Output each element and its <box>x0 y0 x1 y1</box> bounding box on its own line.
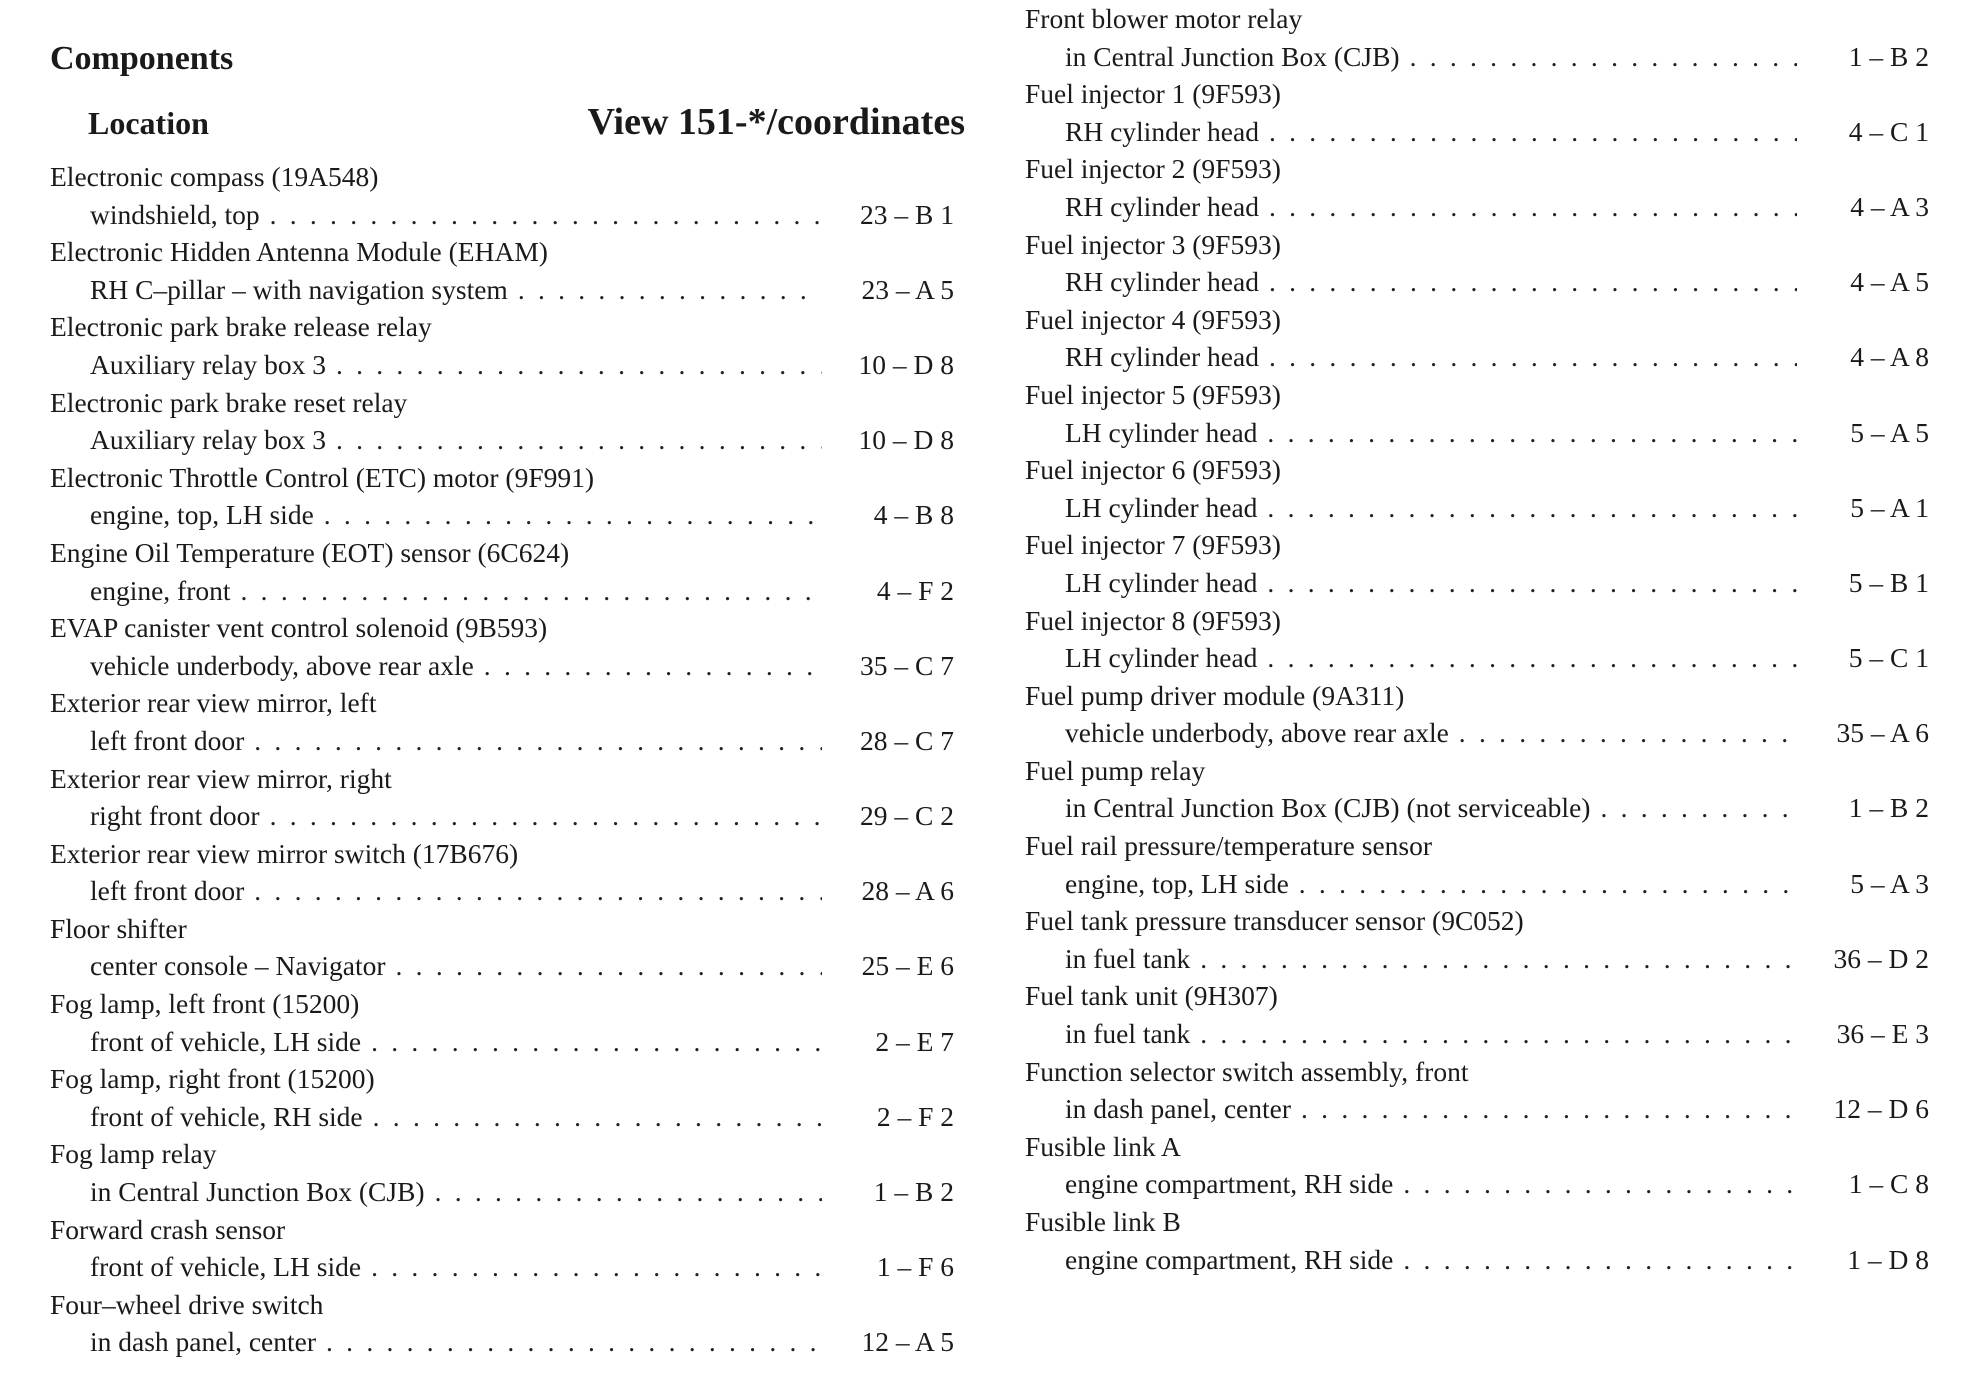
dot-leader <box>435 1173 822 1211</box>
component-name: Four–wheel drive switch <box>50 1288 324 1320</box>
component-location: LH cylinder head <box>1065 491 1258 523</box>
left-column <box>50 158 960 1361</box>
component-entry <box>1025 827 1935 902</box>
view-coordinates-heading: View 151-*/coordinates <box>587 101 965 143</box>
component-location: in fuel tank <box>1065 942 1191 974</box>
component-location: LH cylinder head <box>1065 416 1258 448</box>
component-location-line <box>50 271 960 309</box>
component-location: right front door <box>90 800 260 832</box>
component-location-line <box>1025 1165 1935 1203</box>
component-entry <box>1025 226 1935 301</box>
dot-leader <box>371 1248 822 1286</box>
component-coordinates: 5 – A 3 <box>1850 867 1929 899</box>
component-coordinates: 25 – E 6 <box>861 950 954 982</box>
component-entry <box>50 308 960 383</box>
component-location-line <box>50 1023 960 1061</box>
component-location-line <box>1025 489 1935 527</box>
component-name: Fusible link B <box>1025 1206 1181 1237</box>
dot-leader <box>1459 714 1797 752</box>
component-location-line <box>1025 1090 1935 1128</box>
component-location: front of vehicle, LH side <box>90 1251 362 1283</box>
component-location: in Central Junction Box (CJB) <box>90 1176 425 1208</box>
component-location-line <box>50 1173 960 1211</box>
component-location: engine compartment, RH side <box>1065 1168 1394 1200</box>
component-coordinates: 4 – A 5 <box>1850 266 1929 298</box>
component-location-line <box>50 647 960 685</box>
component-name: Exterior rear view mirror switch (17B676) <box>50 837 519 869</box>
component-name: Fog lamp, left front (15200) <box>50 988 360 1020</box>
dot-leader <box>1269 188 1797 226</box>
component-location: RH cylinder head <box>1065 115 1259 147</box>
component-location-line <box>50 947 960 985</box>
component-entry <box>50 1060 960 1135</box>
dot-leader <box>1403 1241 1797 1279</box>
component-location: left front door <box>90 875 245 907</box>
component-coordinates: 12 – A 5 <box>861 1326 954 1358</box>
component-location-line <box>1025 188 1935 226</box>
column-headings <box>50 100 965 144</box>
component-entry <box>1025 301 1935 376</box>
component-entry <box>50 1135 960 1210</box>
component-location-line <box>50 722 960 760</box>
component-location-line <box>50 572 960 610</box>
component-location-line <box>1025 564 1935 602</box>
component-name: Electronic compass (19A548) <box>50 161 379 192</box>
component-location: engine, top, LH side <box>1065 867 1289 899</box>
component-location: engine compartment, RH side <box>1065 1243 1394 1275</box>
component-location: vehicle underbody, above rear axle <box>1065 717 1449 749</box>
dot-leader <box>1267 489 1797 527</box>
component-coordinates: 36 – D 2 <box>1833 942 1929 974</box>
component-entry <box>50 910 960 985</box>
component-coordinates: 1 – C 8 <box>1848 1168 1929 1200</box>
component-coordinates: 2 – E 7 <box>875 1025 954 1057</box>
component-coordinates: 36 – E 3 <box>1836 1018 1929 1050</box>
component-coordinates: 2 – F 2 <box>876 1100 954 1132</box>
component-coordinates: 1 – D 8 <box>1847 1243 1929 1275</box>
dot-leader <box>396 947 822 985</box>
dot-leader <box>1267 564 1797 602</box>
component-location-line <box>50 872 960 910</box>
component-coordinates: 35 – C 7 <box>860 649 954 681</box>
component-entry <box>1025 75 1935 150</box>
dot-leader <box>518 271 822 309</box>
component-entry <box>1025 1053 1935 1128</box>
component-name: Function selector switch assembly, front <box>1025 1055 1469 1087</box>
component-name: Exterior rear view mirror, right <box>50 762 392 794</box>
component-coordinates: 23 – B 1 <box>860 198 954 230</box>
component-coordinates: 4 – C 1 <box>1848 115 1929 147</box>
component-coordinates: 5 – C 1 <box>1848 642 1929 674</box>
component-coordinates: 5 – A 5 <box>1850 416 1929 448</box>
component-coordinates: 4 – F 2 <box>876 574 954 606</box>
component-coordinates: 10 – D 8 <box>858 424 954 456</box>
component-location-line <box>50 1323 960 1361</box>
component-location-line <box>50 496 960 534</box>
component-coordinates: 4 – B 8 <box>873 499 954 531</box>
component-location-line <box>50 1098 960 1136</box>
component-coordinates: 1 – B 2 <box>1848 792 1929 824</box>
component-location: front of vehicle, RH side <box>90 1100 363 1132</box>
location-heading: Location <box>88 105 209 141</box>
component-location: in Central Junction Box (CJB) <box>1065 40 1400 72</box>
component-entry <box>1025 376 1935 451</box>
component-entry <box>50 985 960 1060</box>
component-location-line <box>50 196 960 234</box>
component-entry <box>1025 451 1935 526</box>
component-entry <box>50 609 960 684</box>
component-location-line <box>1025 639 1935 677</box>
component-entry <box>1025 977 1935 1052</box>
component-location: in fuel tank <box>1065 1018 1191 1050</box>
component-name: Exterior rear view mirror, left <box>50 687 377 719</box>
dot-leader <box>1200 940 1797 978</box>
component-name: Fusible link A <box>1025 1130 1181 1162</box>
component-location: left front door <box>90 724 245 756</box>
component-name: Forward crash sensor <box>50 1213 286 1245</box>
component-entry <box>1025 677 1935 752</box>
component-entry <box>1025 0 1935 75</box>
dot-leader <box>270 196 822 234</box>
component-location: RH cylinder head <box>1065 266 1259 298</box>
component-coordinates: 35 – A 6 <box>1836 717 1929 749</box>
component-entry <box>50 684 960 759</box>
dot-leader <box>326 1323 822 1361</box>
component-name: Fuel injector 2 (9F593) <box>1025 153 1281 185</box>
component-location: LH cylinder head <box>1065 642 1258 674</box>
dot-leader <box>371 1023 822 1061</box>
component-location: windshield, top <box>90 198 260 230</box>
component-coordinates: 5 – B 1 <box>1848 566 1929 598</box>
component-location-line <box>1025 865 1935 903</box>
component-location-line <box>1025 1015 1935 1053</box>
dot-leader <box>254 872 822 910</box>
dot-leader <box>1299 865 1797 903</box>
component-location: engine, top, LH side <box>90 499 314 531</box>
component-name: Electronic park brake reset relay <box>50 386 408 418</box>
component-location: vehicle underbody, above rear axle <box>90 649 474 681</box>
component-location: engine, front <box>90 574 231 606</box>
dot-leader <box>324 496 822 534</box>
component-name: Fuel injector 4 (9F593) <box>1025 303 1281 335</box>
dot-leader <box>484 647 822 685</box>
component-entry <box>50 459 960 534</box>
component-name: Fuel injector 5 (9F593) <box>1025 378 1281 410</box>
component-location-line <box>50 421 960 459</box>
component-entry <box>1025 902 1935 977</box>
right-column <box>1025 0 1935 1278</box>
component-name: Fuel injector 8 (9F593) <box>1025 604 1281 636</box>
component-name: Fuel rail pressure/temperature sensor <box>1025 830 1433 862</box>
component-name: Electronic Hidden Antenna Module (EHAM) <box>50 236 548 268</box>
component-entry <box>1025 150 1935 225</box>
component-location: front of vehicle, LH side <box>90 1025 362 1057</box>
component-coordinates: 1 – F 6 <box>876 1251 954 1283</box>
dot-leader <box>270 797 822 835</box>
component-name: Fuel injector 1 (9F593) <box>1025 78 1281 110</box>
component-location-line <box>1025 940 1935 978</box>
dot-leader <box>373 1098 822 1136</box>
component-location-line <box>50 1248 960 1286</box>
component-location-line <box>1025 38 1935 76</box>
dot-leader <box>1410 38 1797 76</box>
component-location-line <box>1025 414 1935 452</box>
dot-leader <box>1267 639 1797 677</box>
component-coordinates: 29 – C 2 <box>860 800 954 832</box>
component-location: center console – Navigator <box>90 950 386 982</box>
component-location-line <box>1025 714 1935 752</box>
dot-leader <box>336 421 822 459</box>
component-coordinates: 28 – C 7 <box>860 724 954 756</box>
component-location: LH cylinder head <box>1065 566 1258 598</box>
component-location-line <box>50 797 960 835</box>
dot-leader <box>1403 1165 1797 1203</box>
component-coordinates: 1 – B 2 <box>873 1176 954 1208</box>
component-entry <box>1025 1128 1935 1203</box>
component-name: Fuel tank pressure transducer sensor (9C052) <box>1025 905 1524 937</box>
dot-leader <box>1600 789 1797 827</box>
component-coordinates: 4 – A 8 <box>1850 341 1929 373</box>
dot-leader <box>1267 414 1797 452</box>
component-location: RH cylinder head <box>1065 190 1259 222</box>
component-location-line <box>1025 338 1935 376</box>
component-entry <box>50 534 960 609</box>
component-location-line <box>1025 789 1935 827</box>
component-name: Floor shifter <box>50 912 187 944</box>
component-entry <box>1025 752 1935 827</box>
dot-leader <box>1301 1090 1797 1128</box>
component-name: Fuel pump relay <box>1025 754 1206 786</box>
dot-leader <box>254 722 822 760</box>
dot-leader <box>336 346 822 384</box>
component-entry <box>50 158 960 233</box>
component-name: EVAP canister vent control solenoid (9B593) <box>50 612 548 644</box>
dot-leader <box>1200 1015 1797 1053</box>
component-location-line <box>50 346 960 384</box>
component-location: Auxiliary relay box 3 <box>90 348 326 380</box>
component-name: Engine Oil Temperature (EOT) sensor (6C624) <box>50 536 570 568</box>
dot-leader <box>1269 338 1797 376</box>
component-name: Electronic park brake release relay <box>50 311 432 343</box>
component-coordinates: 10 – D 8 <box>858 348 954 380</box>
page-title: Components <box>50 40 234 77</box>
component-location: Auxiliary relay box 3 <box>90 424 326 456</box>
component-name: Front blower motor relay <box>1025 3 1303 34</box>
component-location: in dash panel, center <box>90 1326 317 1358</box>
dot-leader <box>1269 113 1797 151</box>
component-coordinates: 5 – A 1 <box>1850 491 1929 523</box>
component-name: Fog lamp, right front (15200) <box>50 1063 375 1095</box>
component-entry <box>1025 526 1935 601</box>
dot-leader <box>1269 263 1797 301</box>
component-name: Fuel injector 6 (9F593) <box>1025 454 1281 486</box>
component-name: Fuel injector 3 (9F593) <box>1025 228 1281 260</box>
component-name: Fuel tank unit (9H307) <box>1025 980 1278 1012</box>
component-entry <box>50 233 960 308</box>
component-entry <box>1025 1203 1935 1278</box>
component-entry <box>50 1211 960 1286</box>
component-location-line <box>1025 1241 1935 1279</box>
component-coordinates: 1 – B 2 <box>1848 40 1929 72</box>
component-coordinates: 28 – A 6 <box>861 875 954 907</box>
component-entry <box>50 835 960 910</box>
component-name: Fuel injector 7 (9F593) <box>1025 529 1281 561</box>
component-location-line <box>1025 113 1935 151</box>
component-entry <box>50 1286 960 1361</box>
component-name: Fuel pump driver module (9A311) <box>1025 679 1405 711</box>
component-coordinates: 4 – A 3 <box>1850 190 1929 222</box>
component-name: Fog lamp relay <box>50 1138 217 1170</box>
component-coordinates: 23 – A 5 <box>861 273 954 305</box>
component-location-line <box>1025 263 1935 301</box>
component-location: RH C–pillar – with navigation system <box>90 273 508 305</box>
component-entry <box>50 760 960 835</box>
component-location: in Central Junction Box (CJB) (not serviceable) <box>1065 792 1591 824</box>
component-coordinates: 12 – D 6 <box>1833 1093 1929 1125</box>
dot-leader <box>241 572 822 610</box>
component-name: Electronic Throttle Control (ETC) motor (9F991) <box>50 461 595 493</box>
component-location: in dash panel, center <box>1065 1093 1292 1125</box>
component-entry <box>50 384 960 459</box>
component-entry <box>1025 602 1935 677</box>
component-location: RH cylinder head <box>1065 341 1259 373</box>
